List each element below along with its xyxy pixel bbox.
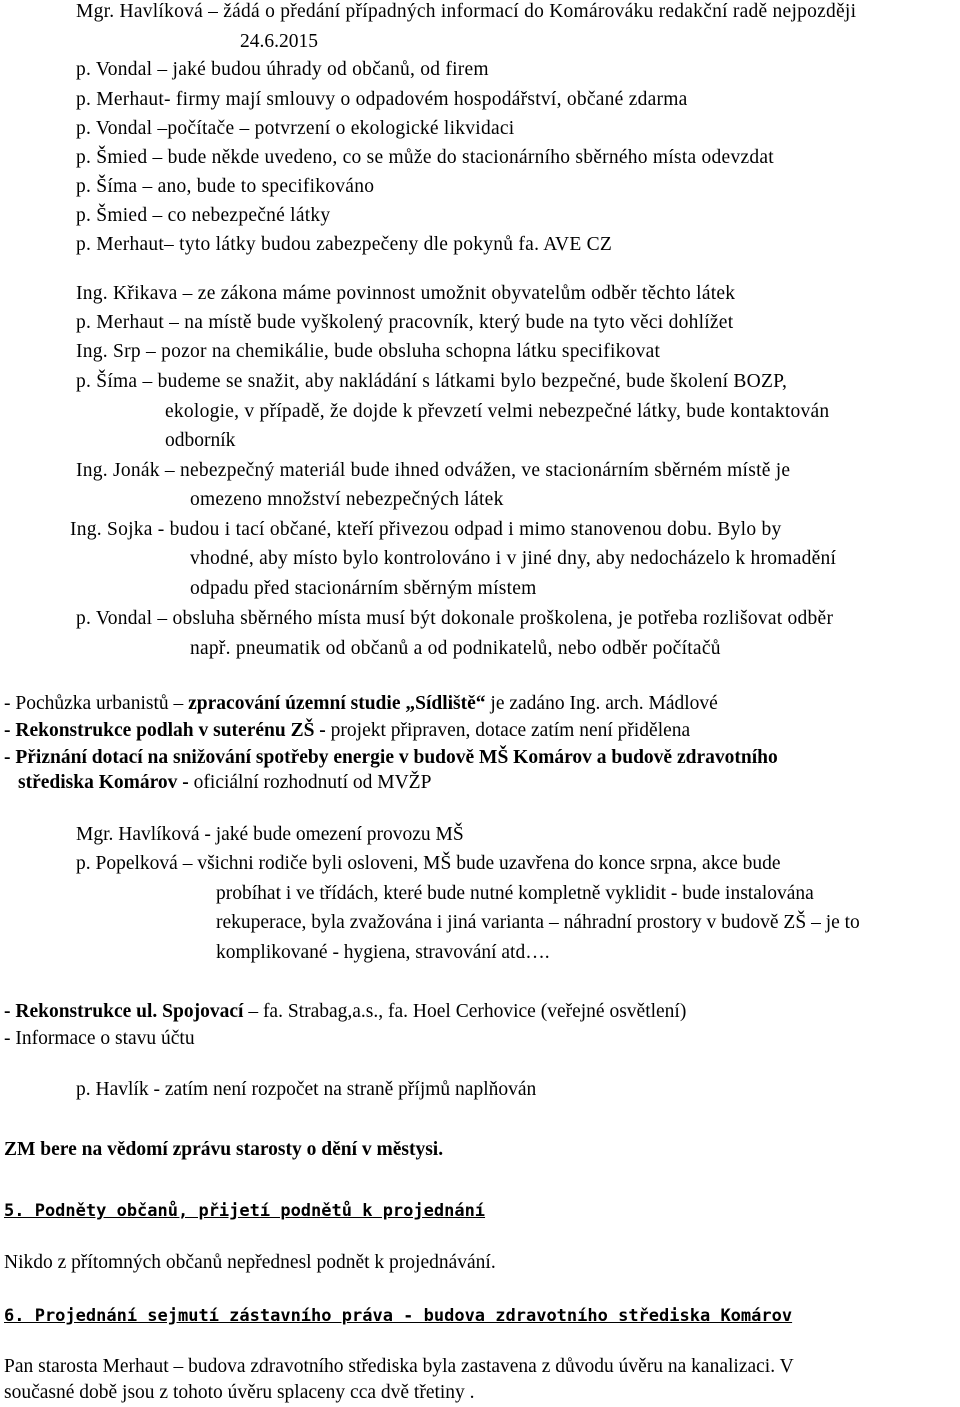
section-heading-6: 6. Projednání sejmutí zástavního práva - budova zdravotního střediska Komárov	[4, 1306, 793, 1326]
agenda-item: - Pochůzka urbanistů – zpracování územní studie „Sídliště“ je zadáno Ing. arch. Mádlové	[4, 693, 718, 714]
minutes-line: vhodné, aby místo bylo kontrolováno i v jiné dny, aby nedocházelo k hromadění	[190, 548, 837, 569]
section-heading-5: 5. Podněty občanů, přijetí podnětů k projednání	[4, 1201, 486, 1221]
minutes-line: p. Merhaut- firmy mají smlouvy o odpadovém hospodářství, občané zdarma	[76, 89, 688, 110]
minutes-line: p. Šmied – co nebezpečné látky	[76, 205, 331, 226]
section-text: současné době jsou z tohoto úvěru splaceny cca dvě třetiny .	[4, 1382, 475, 1403]
minutes-line: p. Šíma – ano, bude to specifikováno	[76, 176, 375, 197]
minutes-line: p. Šíma – budeme se snažit, aby nakládání s látkami bylo bezpečné, bude školení BOZP,	[76, 371, 788, 392]
minutes-line: p. Merhaut – na místě bude vyškolený pracovník, který bude na tyto věci dohlížet	[76, 312, 734, 333]
minutes-line: odborník	[165, 430, 236, 451]
minutes-line: Mgr. Havlíková - jaké bude omezení provozu MŠ	[76, 824, 464, 845]
minutes-line: probíhat i ve třídách, které bude nutné kompletně vyklidit - bude instalována	[216, 883, 814, 904]
minutes-line: p. Vondal – jaké budou úhrady od občanů, od firem	[76, 59, 489, 80]
minutes-line: ekologie, v případě, že dojde k převzetí velmi nebezpečné látky, bude kontaktován	[165, 401, 830, 422]
minutes-line: Mgr. Havlíková – žádá o předání případných informací do Komárováku redakční radě nejpozději	[76, 1, 857, 22]
minutes-line: Ing. Křikava – ze zákona máme povinnost umožnit obyvatelům odběr těchto látek	[76, 283, 736, 304]
agenda-item: - Přiznání dotací na snižování spotřeby energie v budově MŠ Komárov a budově zdravotního	[4, 747, 778, 768]
resolution-text: ZM bere na vědomí zprávu starosty o dění v městysi.	[4, 1139, 444, 1160]
minutes-line: rekuperace, byla zvažována i jiná varianta – náhradní prostory v budově ZŠ – je to	[216, 912, 860, 933]
minutes-line: Ing. Sojka - budou i tací občané, kteří přivezou odpad i mimo stanovenou dobu. Bylo by	[70, 519, 782, 540]
minutes-line: komplikované - hygiena, stravování atd….	[216, 942, 550, 963]
minutes-line: p. Vondal – obsluha sběrného místa musí být dokonale proškolena, je potřeba rozlišovat odběr	[76, 608, 834, 629]
minutes-line: p. Popelková – všichni rodiče byli osloveni, MŠ bude uzavřena do konce srpna, akce bude	[76, 853, 781, 874]
minutes-line: např. pneumatik od občanů a od podnikatelů, nebo odběr počítačů	[190, 638, 721, 659]
minutes-line: odpadu před stacionárním sběrným místem	[190, 578, 537, 599]
agenda-item: - Rekonstrukce ul. Spojovací – fa. Strabag,a.s., fa. Hoel Cerhovice (veřejné osvětlení)	[4, 1001, 687, 1022]
minutes-line: omezeno množství nebezpečných látek	[190, 489, 504, 510]
minutes-line: p. Vondal –počítače – potvrzení o ekologické likvidaci	[76, 118, 515, 139]
agenda-item: střediska Komárov - oficiální rozhodnutí od MVŽP	[18, 772, 432, 793]
agenda-item: - Informace o stavu účtu	[4, 1028, 195, 1049]
minutes-line: p. Šmied – bude někde uvedeno, co se může do stacionárního sběrného místa odevzdat	[76, 147, 774, 168]
minutes-line: 24.6.2015	[240, 31, 318, 52]
agenda-item: - Rekonstrukce podlah v suterénu ZŠ - projekt připraven, dotace zatím není přidělena	[4, 720, 691, 741]
minutes-line: Ing. Srp – pozor na chemikálie, bude obsluha schopna látku specifikovat	[76, 341, 661, 362]
section-text: Pan starosta Merhaut – budova zdravotního střediska byla zastavena z důvodu úvěru na kanalizaci. V	[4, 1356, 794, 1377]
section-text: Nikdo z přítomných občanů nepřednesl podnět k projednávání.	[4, 1252, 496, 1273]
minutes-line: p. Merhaut– tyto látky budou zabezpečeny dle pokynů fa. AVE CZ	[76, 234, 613, 255]
minutes-line: p. Havlík - zatím není rozpočet na straně příjmů naplňován	[76, 1079, 537, 1100]
minutes-line: Ing. Jonák – nebezpečný materiál bude ihned odvážen, ve stacionárním sběrném místě je	[76, 460, 791, 481]
